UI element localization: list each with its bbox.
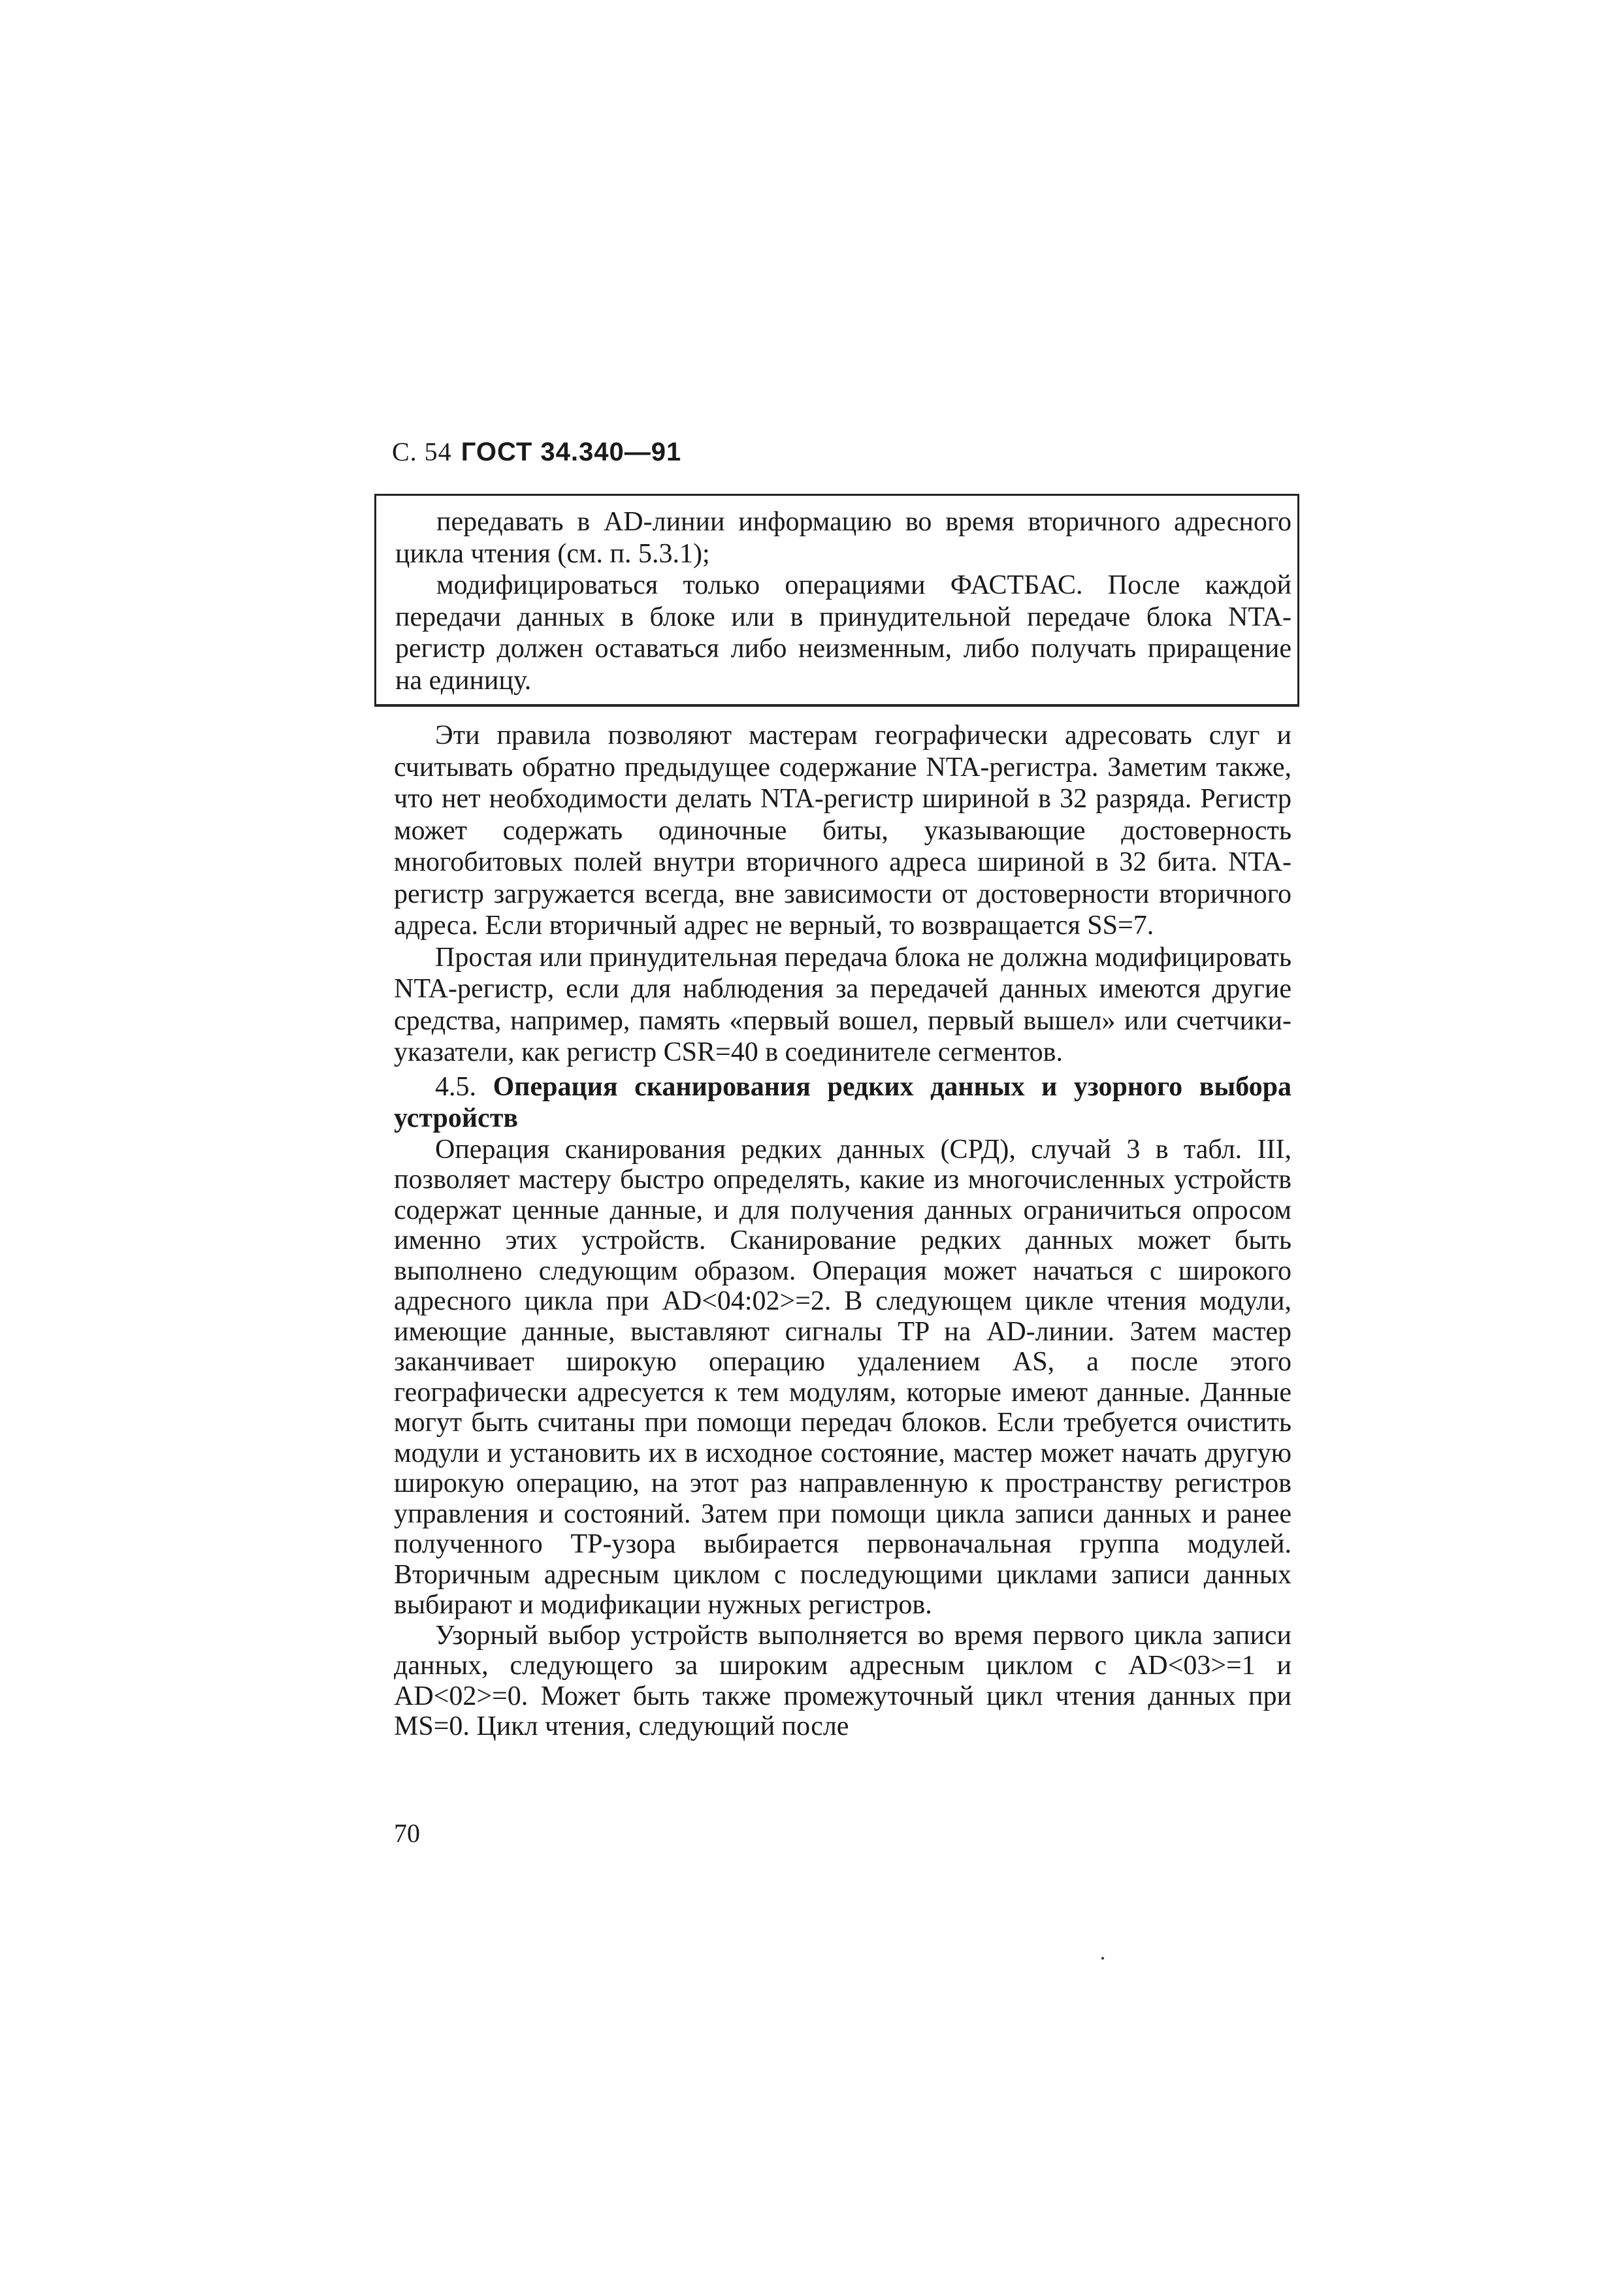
paragraph-block-transfer: Простая или принудительная передача блока не должна модифицировать NTA-регистр, если для наблюдения за передачей данных имеются другие средства, например, память «первый вошел, первый вышел» или счетчики-указатели, как регистр CSR=40 в соединителе сегментов. [394,942,1291,1067]
scan-speck [1101,1957,1104,1960]
standard-number: ГОСТ 34.340—91 [461,438,682,466]
running-header [392,436,681,467]
framed-paragraph-1: передавать в AD-линии информацию во время вторичного адресного цикла чтения (см. п. 5.3.1); [395,507,1291,569]
paragraph-pattern-select: Узорный выбор устройств выполняется во время первого цикла записи данных, следующего за широким адресным циклом с AD<03>=1 и AD<02>=0. Может быть также промежуточный цикл чтения данных при MS=0. Цикл чтения, следующий после [394,1620,1291,1741]
section-title: Операция сканирования редких данных и узорного выбора устройств [394,1071,1292,1133]
framed-paragraph-2: модифицироваться только операциями ФАСТБАС. После каждой передачи данных в блоке или в принудительной передаче блока NTA-регистр должен оставаться либо неизменным, либо получать приращение на единицу. [395,570,1291,696]
section-number: 4.5. [435,1071,476,1102]
body-text [394,720,1291,1742]
page-number: 70 [394,1818,420,1848]
page-reference: С. 54 [392,437,452,466]
frame-bottom-rule [374,704,1299,707]
section-heading [394,1071,1291,1135]
framed-block-text [395,506,1291,696]
paragraph-nta-rules: Эти правила позволяют мастерам географически адресовать слуг и считывать обратно предыдущее содержание NTA-регистра. Заметим также, что нет необходимости делать NTA-регистр шириной в 32 разряда. Регистр может содержать одиночные биты, указывающие достоверность многобитовых полей внутри вторичного адреса шириной в 32 бита. NTA-регистр загружается всегда, вне зависимости от достоверности вторичного адреса. Если вторичный адрес не верный, то возвращается SS=7. [394,720,1291,941]
paragraph-sparse-scan: Операция сканирования редких данных (СРД), случай 3 в табл. III, позволяет мастеру быстро определять, какие из многочисленных устройств содержат ценные данные, и для получения данных ограничиться опросом именно этих устройств. Сканирование редких данных может быть выполнено следующим образом. Операция может начаться с широкого адресного цикла при AD<04:02>=2. В следующем цикле чтения модули, имеющие данные, выставляют сигналы TP на AD-линии. Затем мастер заканчивает широкую операцию удалением AS, а после этого географически адресуется к тем модулям, которые имеют данные. Данные могут быть считаны при помощи передач блоков. Если требуется очистить модули и установить их в исходное состояние, мастер может начать другую широкую операцию, на этот раз направленную к пространству регистров управления и состояний. Затем при помощи цикла записи данных и ранее полученного TP-узора выбирается первоначальная группа модулей. Вторичным адресным циклом с последующими циклами записи данных выбирают и модификации нужных регистров. [394,1134,1291,1620]
